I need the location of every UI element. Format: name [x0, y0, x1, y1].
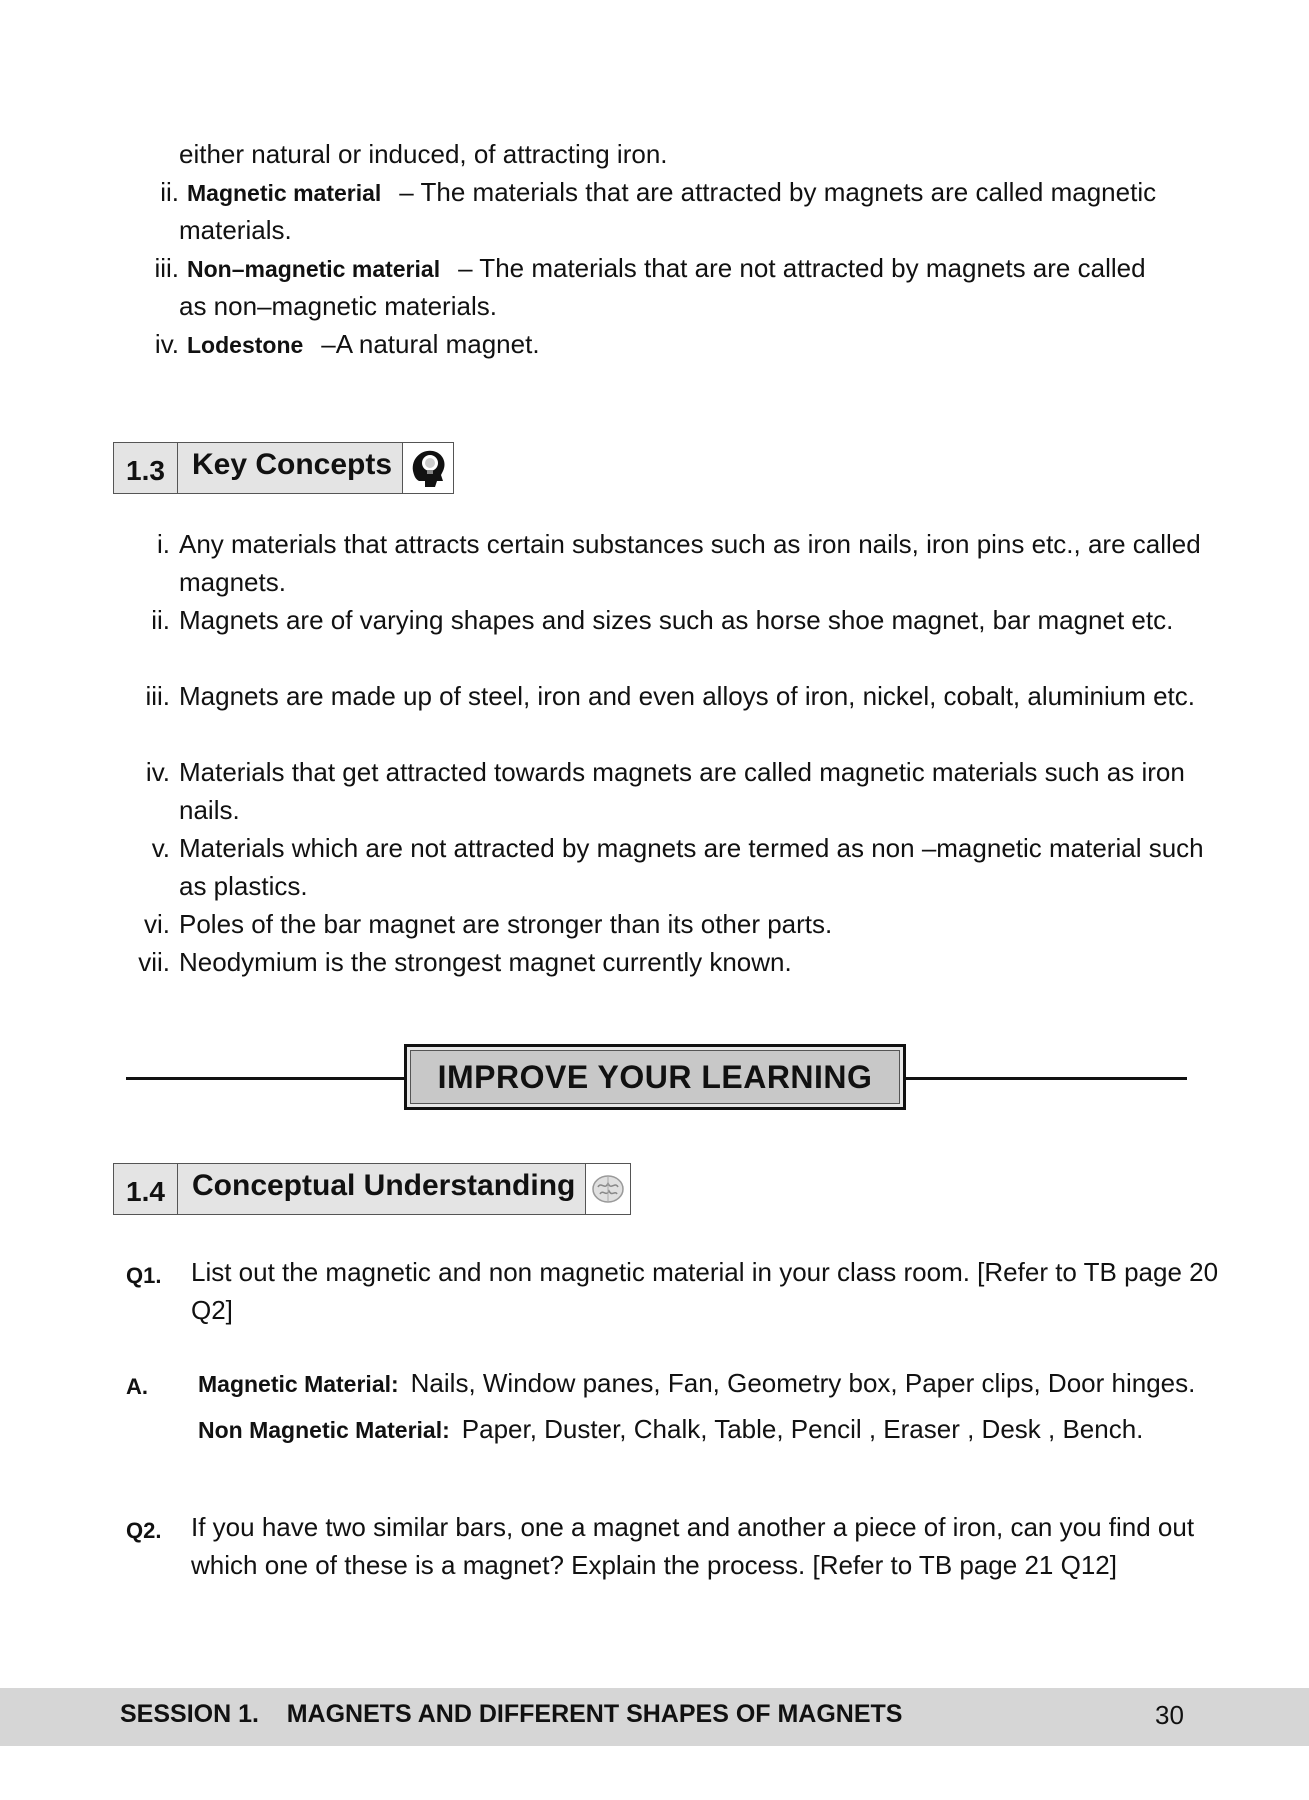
definition-text: – The materials that are attracted by magnets are called magnetic: [399, 177, 1157, 207]
list-item: [120, 525, 1210, 601]
answer-row-magnetic: [198, 1364, 1195, 1403]
section-heading-conceptual-understanding: [113, 1163, 631, 1215]
item-number: vi.: [144, 909, 170, 939]
list-item: [120, 601, 1210, 639]
answer-label: A.: [126, 1374, 148, 1399]
answer-term: Non Magnetic Material:: [198, 1417, 450, 1443]
section-number: 1.3: [114, 443, 178, 493]
section-heading-key-concepts: [113, 442, 454, 494]
head-lightbulb-icon: [403, 443, 453, 493]
item-number: iv.: [154, 329, 179, 359]
page-footer: [0, 1688, 1309, 1746]
definition-item: [135, 325, 1215, 364]
section-number: 1.4: [114, 1164, 178, 1214]
definition-term: Non–magnetic material: [187, 256, 441, 282]
answer-text: Nails, Window panes, Fan, Geometry box, Paper clips, Door hinges.: [410, 1368, 1196, 1398]
item-text: Any materials that attracts certain substances such as iron nails, iron pins etc., are called magnets.: [179, 529, 1201, 597]
item-number: ii.: [151, 605, 170, 635]
item-text: Poles of the bar magnet are stronger than its other parts.: [179, 909, 833, 939]
list-item: [120, 905, 1210, 943]
definition-continuation: either natural or induced, of attracting iron.: [179, 139, 668, 169]
definition-continuation: materials.: [179, 215, 292, 245]
item-number: v.: [151, 833, 170, 863]
answer-text: Paper, Duster, Chalk, Table, Pencil , Eraser , Desk , Bench.: [461, 1414, 1144, 1444]
footer-session-title: SESSION 1. MAGNETS AND DIFFERENT SHAPES OF MAGNETS: [120, 1700, 903, 1728]
item-text: Materials which are not attracted by magnets are termed as non –magnetic material such as plastics.: [179, 833, 1204, 901]
definition-item: [135, 173, 1215, 212]
banner-rule-left: [126, 1077, 406, 1080]
item-number: iii.: [145, 681, 170, 711]
item-text: Magnets are made up of steel, iron and even alloys of iron, nickel, cobalt, aluminium etc.: [179, 681, 1195, 711]
definition-item: [135, 249, 1215, 288]
list-item: [120, 753, 1210, 829]
list-item: [120, 943, 1210, 981]
definition-continuation: as non–magnetic materials.: [179, 291, 497, 321]
question-label: Q1.: [126, 1263, 162, 1288]
item-text: Neodymium is the strongest magnet currently known.: [179, 947, 792, 977]
definition-text: –A natural magnet.: [321, 329, 540, 359]
banner-rule-right: [905, 1077, 1187, 1080]
list-item: [120, 829, 1210, 905]
definition-term: Lodestone: [187, 332, 304, 358]
question-label: Q2.: [126, 1518, 162, 1543]
section-title: Conceptual Understanding: [178, 1164, 586, 1214]
item-number: vii.: [138, 947, 170, 977]
improve-learning-banner: IMPROVE YOUR LEARNING: [404, 1044, 906, 1110]
definition-text: – The materials that are not attracted by magnets are called: [458, 253, 1146, 283]
answer-term: Magnetic Material:: [198, 1371, 399, 1397]
item-number: iii.: [154, 253, 179, 283]
page-number: 30: [1155, 1700, 1184, 1730]
item-number: ii.: [160, 177, 179, 207]
item-number: i.: [157, 529, 170, 559]
answer-row-non-magnetic: [198, 1410, 1143, 1449]
item-number: iv.: [145, 757, 170, 787]
item-text: Materials that get attracted towards magnets are called magnetic materials such as iron nails.: [179, 757, 1185, 825]
definition-term: Magnetic material: [187, 180, 382, 206]
section-title: Key Concepts: [178, 443, 403, 493]
question-text: If you have two similar bars, one a magnet and another a piece of iron, can you find out which one of these is a magnet? Explain the process. [Refer to TB page 21 Q12]: [191, 1512, 1195, 1580]
item-text: Magnets are of varying shapes and sizes such as horse shoe magnet, bar magnet etc.: [179, 605, 1174, 635]
list-item: [120, 677, 1210, 715]
question-text: List out the magnetic and non magnetic material in your class room. [Refer to TB page 20 Q2]: [191, 1257, 1219, 1325]
brain-icon: [586, 1164, 630, 1214]
